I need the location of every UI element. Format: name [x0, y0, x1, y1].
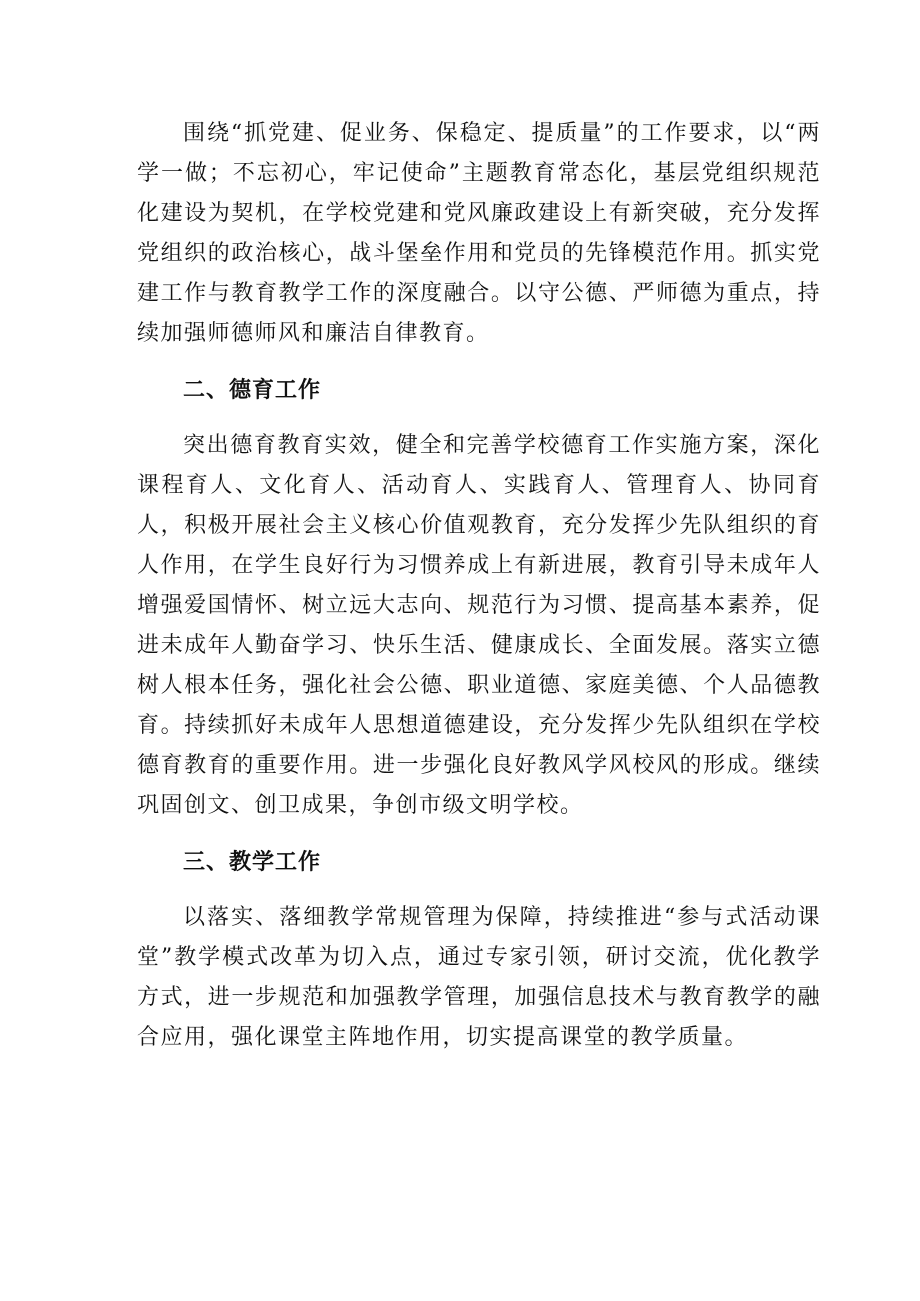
section-heading-teaching: 三、教学工作	[183, 849, 322, 875]
document-page	[137, 114, 821, 1058]
paragraph-party-building: 围绕“抓党建、促业务、保稳定、提质量”的工作要求，以“两学一做；不忘初心，牢记使命”主题教育常态化，基层党组织规范化建设为契机，在学校党建和党风廉政建设上有新突破，充分发挥党组织的政治核心，战斗堡垒作用和党员的先锋模范作用。抓实党建工作与教育教学工作的深度融合。以守公德、严师德为重点，持续加强师德师风和廉洁自律教育。	[137, 121, 821, 346]
paragraph-moral-education: 突出德育教育实效，健全和完善学校德育工作实施方案，深化课程育人、文化育人、活动育人、实践育人、管理育人、协同育人，积极开展社会主义核心价值观教育，充分发挥少先队组织的育人作用，在学生良好行为习惯养成上有新进展，教育引导未成年人增强爱国情怀、树立远大志向、规范行为习惯、提高基本素养，促进未成年人勤奋学习、快乐生活、健康成长、全面发展。落实立德树人根本任务，强化社会公德、职业道德、家庭美德、个人品德教育。持续抓好未成年人思想道德建设，充分发挥少先队组织在学校德育教育的重要作用。进一步强化良好教风学风校风的形成。继续巩固创文、创卫成果，争创市级文明学校。	[137, 433, 821, 818]
paragraph-teaching: 以落实、落细教学常规管理为保障，持续推进“参与式活动课堂”教学模式改革为切入点，通过专家引领，研讨交流，优化教学方式，进一步规范和加强教学管理，加强信息技术与教育教学的融合应用，强化课堂主阵地作用，切实提高课堂的教学质量。	[137, 905, 821, 1050]
section-heading-moral-education: 二、德育工作	[183, 377, 322, 403]
